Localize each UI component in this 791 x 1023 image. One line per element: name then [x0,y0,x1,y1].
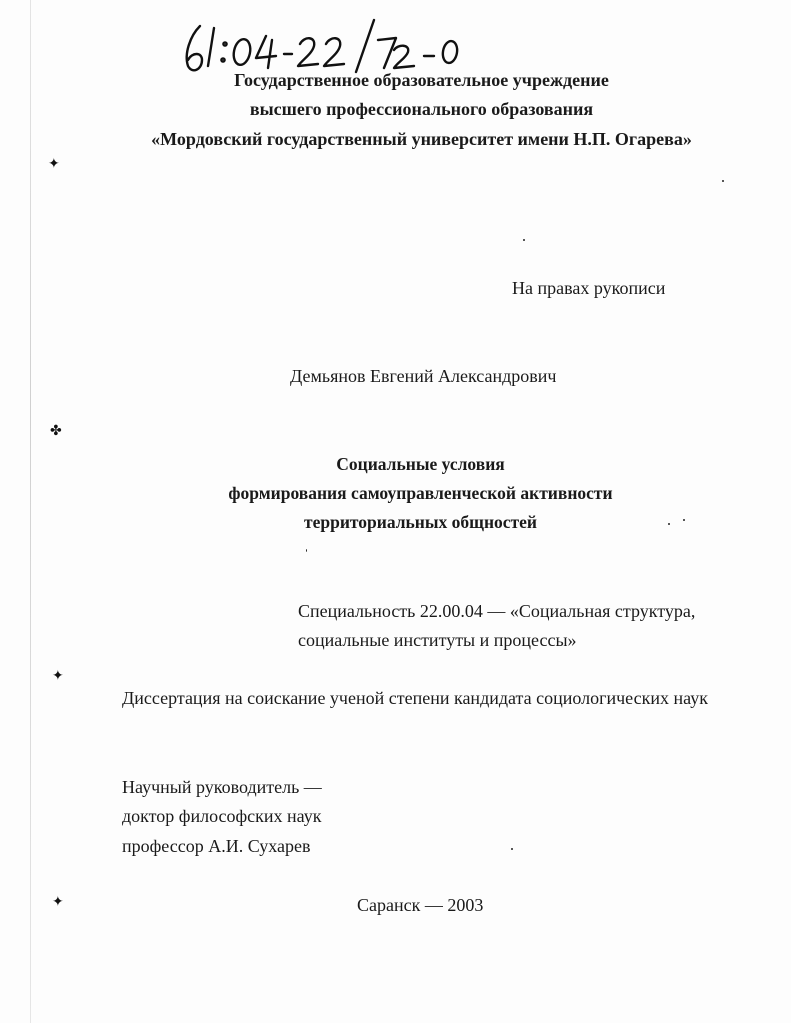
supervisor-line-1: Научный руководитель — [122,777,322,797]
author-name: Демьянов Евгений Александрович [290,366,557,386]
scan-speck-mark: ✦ [48,156,60,172]
specialty-line-2: социальные институты и процессы» [298,630,577,650]
scan-speck-mark: ✦ [52,668,64,684]
scan-dot [523,239,525,241]
specialty-line-1: Специальность 22.00.04 — «Социальная структура, [298,601,696,621]
supervisor-line-2: доктор философских наук [122,806,322,826]
scan-dot [511,848,513,850]
institution-line-3: «Мордовский государственный университет имени Н.П. Огарева» [151,129,692,149]
title-line-1: Социальные условия [336,454,505,474]
scan-dot [668,523,670,525]
supervisor-line-3: профессор А.И. Сухарев [122,836,311,856]
scan-dot [306,549,307,552]
institution-line-1: Государственное образовательное учреждение [234,70,609,90]
scan-dot [722,180,724,182]
title-line-2: формирования самоуправленческой активности [228,483,613,503]
place-and-year: Саранск — 2003 [357,895,484,915]
manuscript-rights: На правах рукописи [512,278,666,298]
scan-dot [683,519,685,521]
institution-line-2: высшего профессионального образования [249,99,594,119]
scan-speck-mark: ✤ [50,423,62,439]
handwritten-registration-number [178,14,478,76]
degree-statement: Диссертация на соискание ученой степени кандидата социологических наук [122,688,708,708]
scan-speck-mark: ✦ [52,894,64,910]
title-line-3: территориальных общностей [303,512,537,532]
